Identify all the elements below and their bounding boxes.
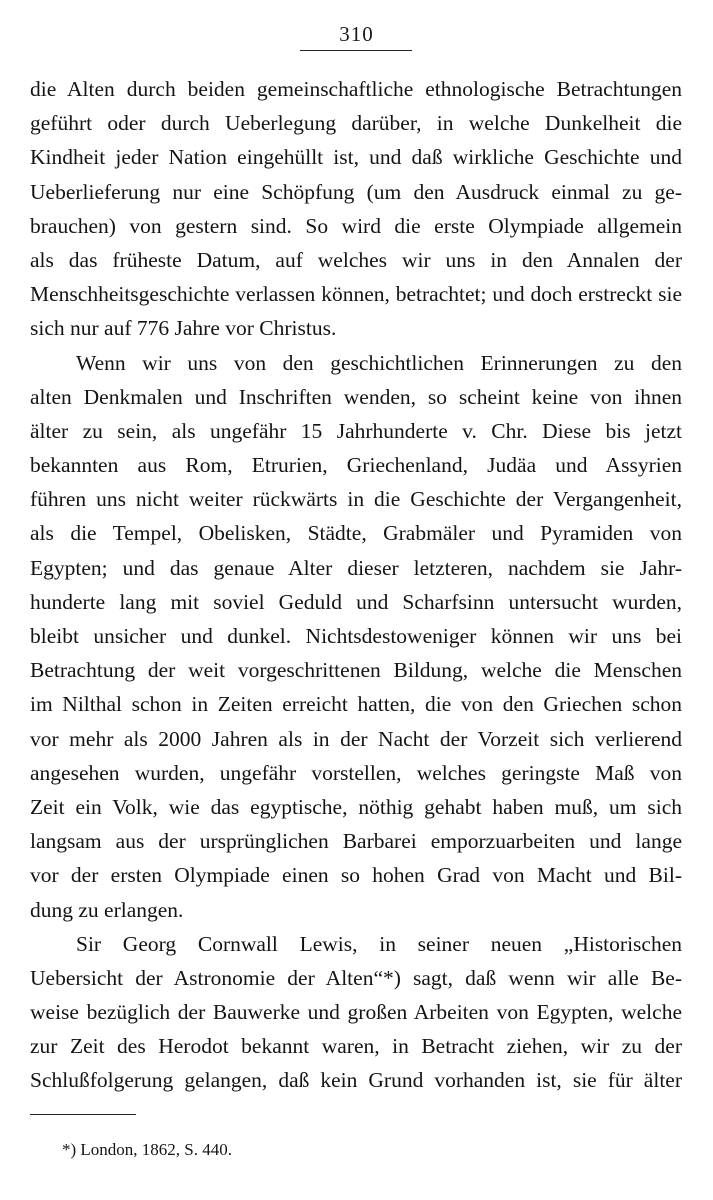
text-line: Schlußfolgerung gelangen, daß kein Grund vorhanden ist, sie für älter <box>30 1068 682 1093</box>
text-line: Uebersicht der Astronomie der Alten“*) sagt, daß wenn wir alle Be- <box>30 965 682 990</box>
footnote: *) London, 1862, S. 440. <box>62 1140 232 1159</box>
text-line: älter zu sein, als ungefähr 15 Jahrhunderte v. Chr. Diese bis jetzt <box>30 418 682 443</box>
text-line: vor mehr als 2000 Jahren als in der Nacht der Vorzeit sich verlierend <box>30 726 682 751</box>
text-line: Kindheit jeder Nation eingehüllt ist, und daß wirkliche Geschichte und <box>30 145 682 170</box>
page-number: 310 <box>339 22 374 46</box>
text-line: Sir Georg Cornwall Lewis, in seiner neuen „Historischen <box>76 931 682 956</box>
header-rule <box>300 50 412 51</box>
text-line: Ueberlieferung nur eine Schöpfung (um den Ausdruck einmal zu ge- <box>30 179 682 204</box>
paragraph-2 <box>30 346 682 927</box>
text-line: angesehen wurden, ungefähr vorstellen, welches geringste Maß von <box>30 760 682 785</box>
text-line: bleibt unsicher und dunkel. Nichtsdestoweniger können wir uns bei <box>30 624 682 648</box>
text-line: Wenn wir uns von den geschichtlichen Erinnerungen zu den <box>76 350 682 375</box>
text-line: langsam aus der ursprünglichen Barbarei emporzuarbeiten und lange <box>30 829 682 854</box>
text-line: brauchen) von gestern sind. So wird die erste Olympiade allgemein <box>30 213 682 238</box>
text-line: sich nur auf 776 Jahre vor Christus. <box>30 316 337 341</box>
text-line: bekannten aus Rom, Etrurien, Griechenland, Judäa und Assyrien <box>30 453 682 478</box>
text-line: hunderte lang mit soviel Geduld und Scharfsinn untersucht wurden, <box>30 589 682 614</box>
text-line: Egypten; und das genaue Alter dieser letzteren, nachdem sie Jahr- <box>30 555 682 580</box>
paragraph-1 <box>30 72 682 346</box>
text-line: als das früheste Datum, auf welches wir uns in den Annalen der <box>30 247 682 272</box>
text-line: geführt oder durch Ueberlegung darüber, in welche Dunkelheit die <box>30 111 682 136</box>
text-line: dung zu erlangen. <box>30 897 184 922</box>
text-line: weise bezüglich der Bauwerke und großen Arbeiten von Egypten, welche <box>30 1000 682 1025</box>
text-line: alten Denkmalen und Inschriften wenden, so scheint keine von ihnen <box>30 384 682 409</box>
text-line: Menschheitsgeschichte verlassen können, betrachtet; und doch erstreckt sie <box>30 282 682 307</box>
text-line: Zeit ein Volk, wie das egyptische, nöthig gehabt haben muß, um sich <box>30 794 682 819</box>
footnote-rule <box>30 1114 136 1115</box>
text-line: als die Tempel, Obelisken, Städte, Grabmäler und Pyramiden von <box>30 521 682 546</box>
paragraph-3 <box>30 927 682 1098</box>
body-text <box>30 72 682 1098</box>
text-line: zur Zeit des Herodot bekannt waren, in Betracht ziehen, wir zu der <box>30 1034 682 1059</box>
text-line: Betrachtung der weit vorgeschrittenen Bildung, welche die Menschen <box>30 658 682 683</box>
text-line: führen uns nicht weiter rückwärts in die Geschichte der Vergangenheit, <box>30 487 682 512</box>
text-line: die Alten durch beiden gemeinschaftliche ethnologische Betrachtungen <box>30 77 682 101</box>
text-line: im Nilthal schon in Zeiten erreicht hatten, die von den Griechen schon <box>30 692 682 717</box>
text-line: vor der ersten Olympiade einen so hohen Grad von Macht und Bil- <box>30 863 682 888</box>
